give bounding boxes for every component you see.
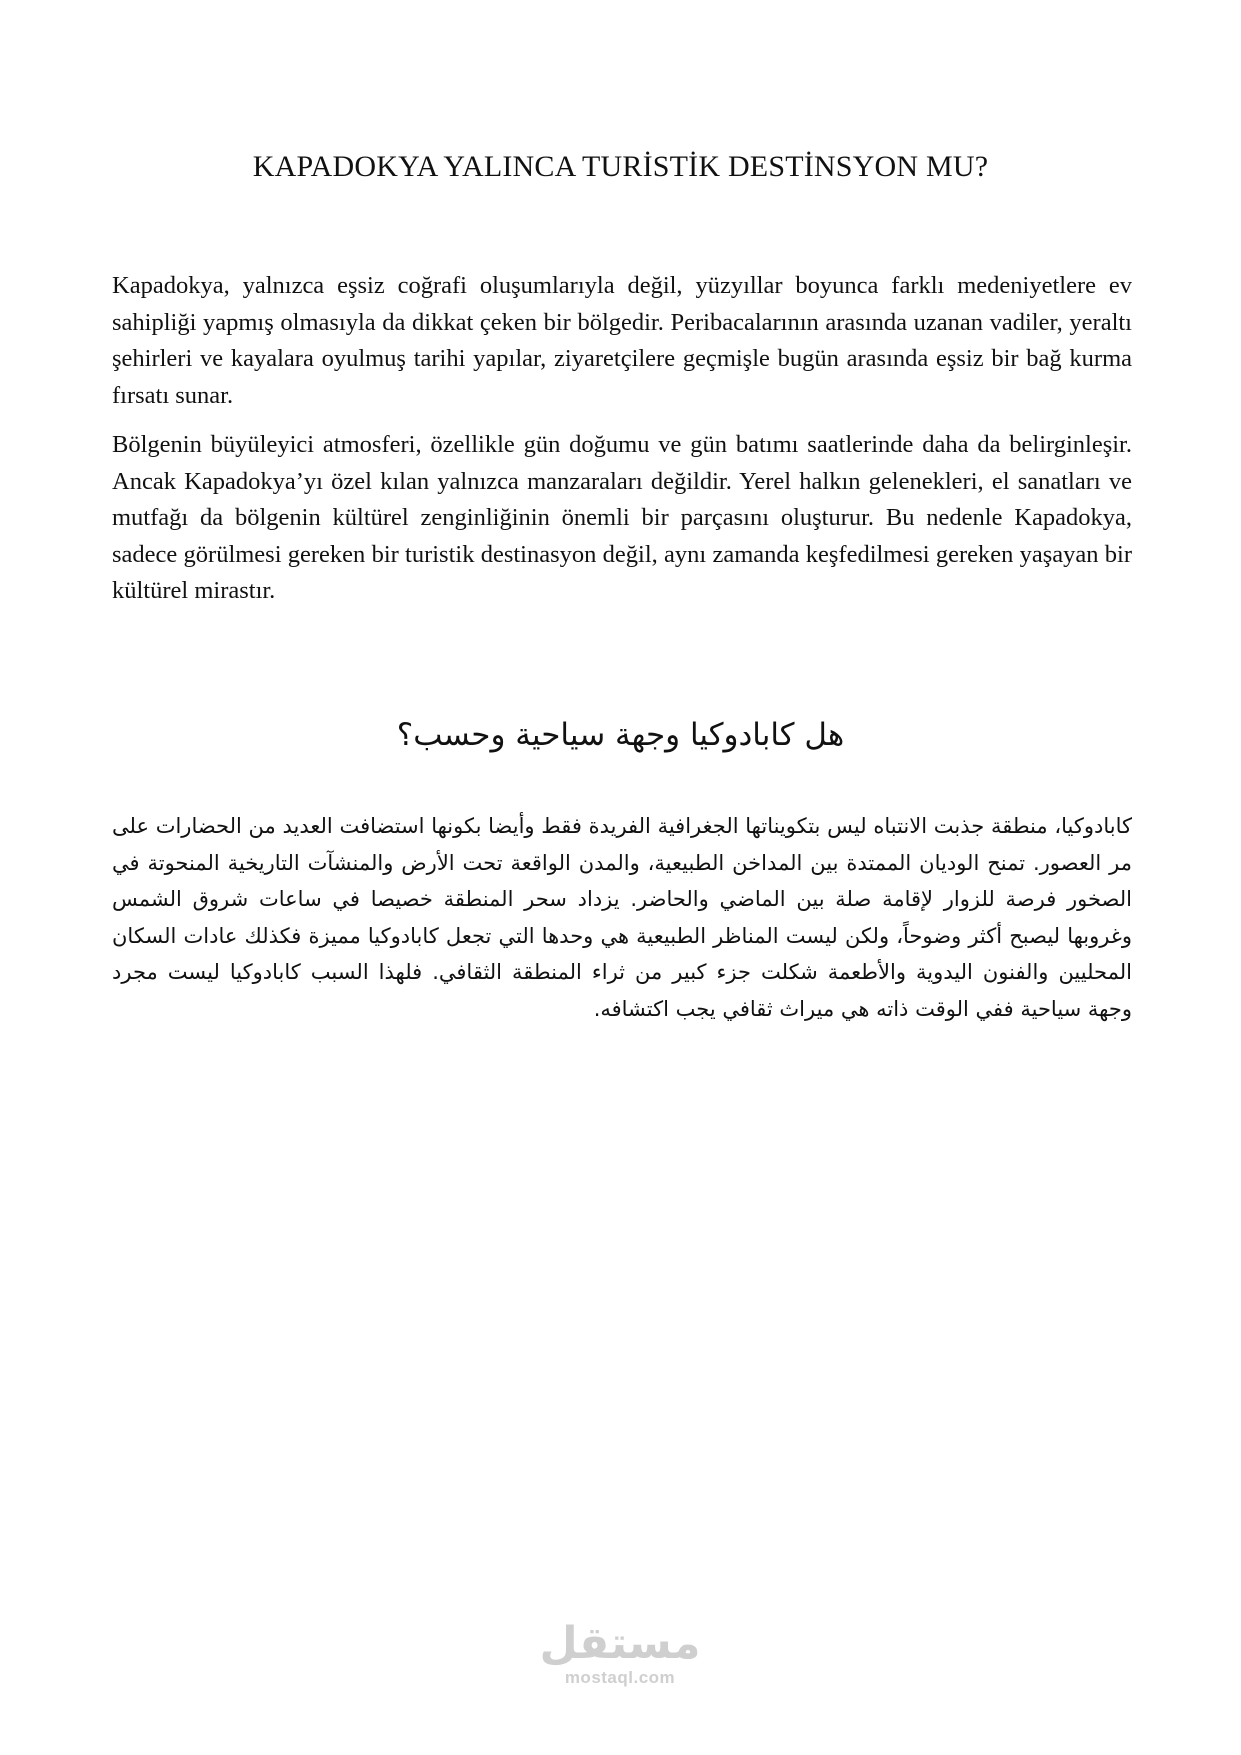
watermark-url: mostaql.com [564, 1668, 676, 1687]
turkish-paragraph-1: Kapadokya, yalnızca eşsiz coğrafi oluşumlarıyla değil, yüzyıllar boyunca farklı medeniyetlere ev sahipliği yapmış olmasıyla da dikkat çeken bir bölgedir. Peribacalarının arasında uzanan vadiler, yeraltı şehirleri ve kayalara oyulmuş tarihi yapılar, ziyaretçilere geçmişle bugün arasında eşsiz bir bağ kurma fırsatı sunar. [112, 272, 1132, 409]
turkish-title: KAPADOKYA YALINCA TURİSTİK DESTİNSYON MU? [252, 150, 989, 183]
turkish-body [112, 268, 1132, 623]
turkish-paragraph-2: Bölgenin büyüleyici atmosferi, özellikle gün doğumu ve gün batımı saatlerinde daha da belirginleşir. Ancak Kapadokya’yı özel kılan yalnızca manzaraları değildir. Yerel halkın gelenekleri, el sanatları ve mutfağı da bölgenin kültürel zenginliğinin önemli bir parçasını oluşturur. Bu nedenle Kapadokya, sadece görülmesi gereken bir turistik destinasyon değil, aynı zamanda keşfedilmesi gereken yaşayan bir kültürel mirastır. [112, 431, 1132, 604]
arabic-paragraph: كابادوكيا، منطقة جذبت الانتباه ليس بتكويناتها الجغرافية الفريدة فقط وأيضا بكونها استضافت العديد من الحضارات على مر العصور. تمنح الوديان الممتدة بين المداخن الطبيعية، والمدن الواقعة تحت الأرض والمنشآت التاريخية المنحوتة في الصخور فرصة للزوار لإقامة صلة بين الماضي والحاضر. يزداد سحر المنطقة خصيصا في ساعات شروق الشمس وغروبها ليصبح أكثر وضوحاً، ولكن ليست المناظر الطبيعية هي وحدها التي تجعل كابادوكيا مميزة فكذلك عادات السكان المحليين والفنون اليدوية والأطعمة شكلت جزء كبير من ثراء المنطقة الثقافي. فلهذا السبب كابادوكيا ليست مجرد وجهة سياحية ففي الوقت ذاته هي ميراث ثقافي يجب اكتشافه. [112, 814, 1132, 1021]
mostaql-watermark [520, 1620, 720, 1688]
arabic-body [112, 808, 1132, 1028]
watermark-logo: مستقل [539, 1618, 701, 1669]
arabic-title: هل كابادوكيا وجهة سياحية وحسب؟ [396, 717, 845, 753]
